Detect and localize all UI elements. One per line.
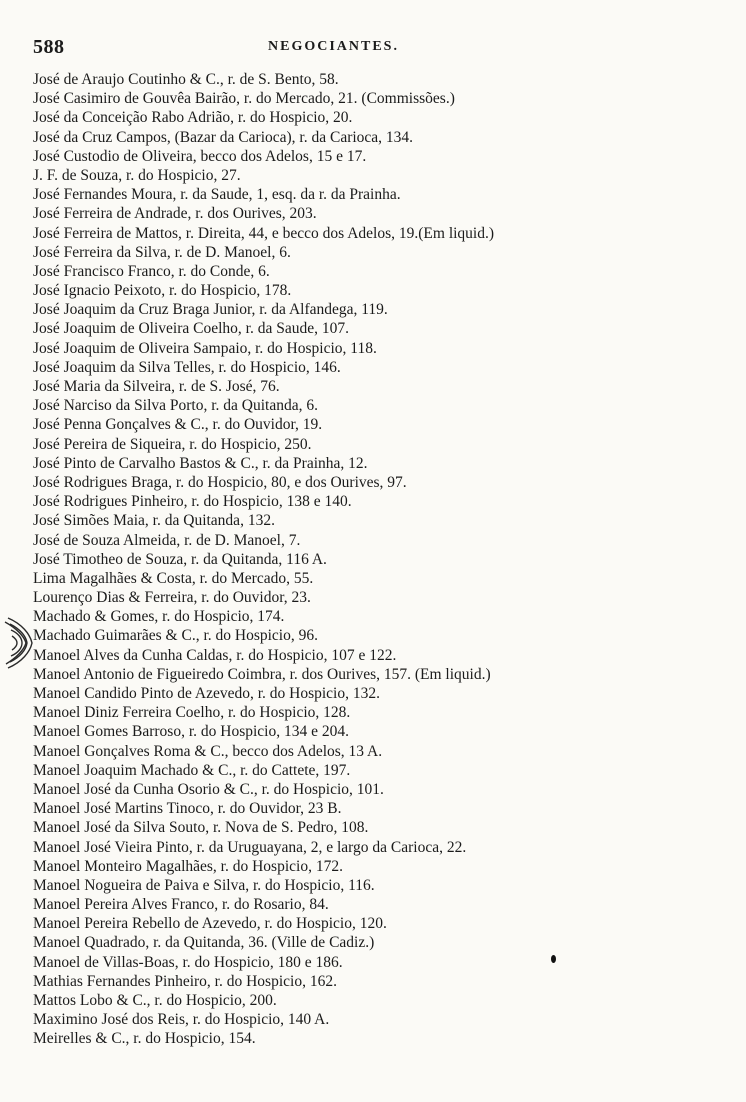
list-item: Manoel Gomes Barroso, r. do Hospicio, 134 e 204. bbox=[33, 723, 349, 741]
list-item: José Joaquim da Silva Telles, r. do Hospicio, 146. bbox=[33, 358, 341, 376]
list-item: Manoel José Vieira Pinto, r. da Uruguayana, 2, e largo da Carioca, 22. bbox=[33, 838, 467, 856]
list-item: José Fernandes Moura, r. da Saude, 1, esq. da r. da Prainha. bbox=[33, 186, 401, 204]
list-item: José Pinto de Carvalho Bastos & C., r. da Prainha, 12. bbox=[33, 454, 368, 472]
list-item: José Francisco Franco, r. do Conde, 6. bbox=[33, 262, 270, 280]
list-item: José Joaquim da Cruz Braga Junior, r. da Alfandega, 119. bbox=[33, 301, 388, 319]
list-item: José Maria da Silveira, r. de S. José, 76. bbox=[33, 378, 280, 395]
list-item: José Simões Maia, r. da Quitanda, 132. bbox=[33, 512, 275, 530]
merchant-list bbox=[33, 70, 733, 1049]
list-item: José de Araujo Coutinho & C., r. de S. Bento, 58. bbox=[33, 71, 339, 88]
page-number: 588 bbox=[33, 36, 65, 58]
list-item: Meirelles & C., r. do Hospicio, 154. bbox=[33, 1030, 256, 1048]
list-item: Manoel José da Silva Souto, r. Nova de S. Pedro, 108. bbox=[33, 819, 369, 837]
list-item: José Casimiro de Gouvêa Bairão, r. do Mercado, 21. (Commissões.) bbox=[33, 90, 455, 108]
list-item: Maximino José dos Reis, r. do Hospicio, 140 A. bbox=[33, 1011, 330, 1029]
list-item: Manoel Gonçalves Roma & C., becco dos Adelos, 13 A. bbox=[33, 742, 383, 760]
list-item: José Custodio de Oliveira, becco dos Adelos, 15 e 17. bbox=[33, 147, 367, 165]
list-item: José Joaquim de Oliveira Sampaio, r. do Hospicio, 118. bbox=[33, 339, 377, 357]
list-item: José da Cruz Campos, (Bazar da Carioca), r. da Carioca, 134. bbox=[33, 128, 414, 146]
list-item: Manoel Joaquim Machado & C., r. do Cattete, 197. bbox=[33, 761, 351, 779]
list-item: Manoel Nogueira de Paiva e Silva, r. do Hospicio, 116. bbox=[33, 876, 375, 894]
list-item: Manoel Antonio de Figueiredo Coimbra, r. dos Ourives, 157. (Em liquid.) bbox=[33, 665, 491, 683]
list-item: José Ferreira de Andrade, r. dos Ourives, 203. bbox=[33, 205, 317, 223]
list-item: Lima Magalhães & Costa, r. do Mercado, 55. bbox=[33, 569, 314, 587]
list-item: Mathias Fernandes Pinheiro, r. do Hospicio, 162. bbox=[33, 972, 337, 990]
list-item: Lourenço Dias & Ferreira, r. do Ouvidor, 23. bbox=[33, 589, 311, 607]
list-item: Machado & Gomes, r. do Hospicio, 174. bbox=[33, 608, 285, 626]
list-item: J. F. de Souza, r. do Hospicio, 27. bbox=[33, 166, 241, 184]
running-head: NEGOCIANTES. bbox=[268, 39, 399, 54]
list-item: José Ferreira de Mattos, r. Direita, 44, e becco dos Adelos, 19.(Em liquid.) bbox=[33, 224, 495, 242]
list-item: Manoel Quadrado, r. da Quitanda, 36. (Ville de Cadiz.) bbox=[33, 934, 375, 952]
list-item: Machado Guimarães & C., r. do Hospicio, 96. bbox=[33, 627, 318, 645]
list-item: José Joaquim de Oliveira Coelho, r. da Saude, 107. bbox=[33, 320, 349, 338]
list-item: José da Conceição Rabo Adrião, r. do Hospicio, 20. bbox=[33, 109, 353, 127]
list-item: Manoel Pereira Rebello de Azevedo, r. do Hospicio, 120. bbox=[33, 915, 387, 933]
list-item: Manoel de Villas-Boas, r. do Hospicio, 180 e 186. bbox=[33, 953, 343, 971]
page-header bbox=[33, 36, 723, 60]
list-item: Manoel Diniz Ferreira Coelho, r. do Hospicio, 128. bbox=[33, 704, 351, 722]
list-item: José Rodrigues Pinheiro, r. do Hospicio, 138 e 140. bbox=[33, 493, 352, 511]
list-item: José Narciso da Silva Porto, r. da Quitanda, 6. bbox=[33, 397, 318, 415]
list-item: José Timotheo de Souza, r. da Quitanda, 116 A. bbox=[33, 550, 327, 568]
list-item: Manoel José da Cunha Osorio & C., r. do Hospicio, 101. bbox=[33, 780, 384, 798]
list-item: José Ferreira da Silva, r. de D. Manoel, 6. bbox=[33, 243, 291, 261]
list-item: Mattos Lobo & C., r. do Hospicio, 200. bbox=[33, 992, 277, 1009]
list-item: Manoel Candido Pinto de Azevedo, r. do Hospicio, 132. bbox=[33, 685, 380, 702]
list-item: Manoel Alves da Cunha Caldas, r. do Hospicio, 107 e 122. bbox=[33, 646, 397, 664]
list-item: Manoel Monteiro Magalhães, r. do Hospicio, 172. bbox=[33, 857, 343, 875]
list-item: Manoel José Martins Tinoco, r. do Ouvidor, 23 B. bbox=[33, 800, 342, 818]
list-item: José Ignacio Peixoto, r. do Hospicio, 178. bbox=[33, 282, 292, 300]
list-item: José Rodrigues Braga, r. do Hospicio, 80, e dos Ourives, 97. bbox=[33, 473, 407, 491]
list-item: José de Souza Almeida, r. de D. Manoel, 7. bbox=[33, 531, 301, 549]
list-item: José Penna Gonçalves & C., r. do Ouvidor, 19. bbox=[33, 416, 323, 434]
list-item: Manoel Pereira Alves Franco, r. do Rosario, 84. bbox=[33, 896, 329, 914]
list-item: José Pereira de Siqueira, r. do Hospicio, 250. bbox=[33, 435, 312, 453]
thumb-smudge-icon bbox=[2, 614, 36, 672]
